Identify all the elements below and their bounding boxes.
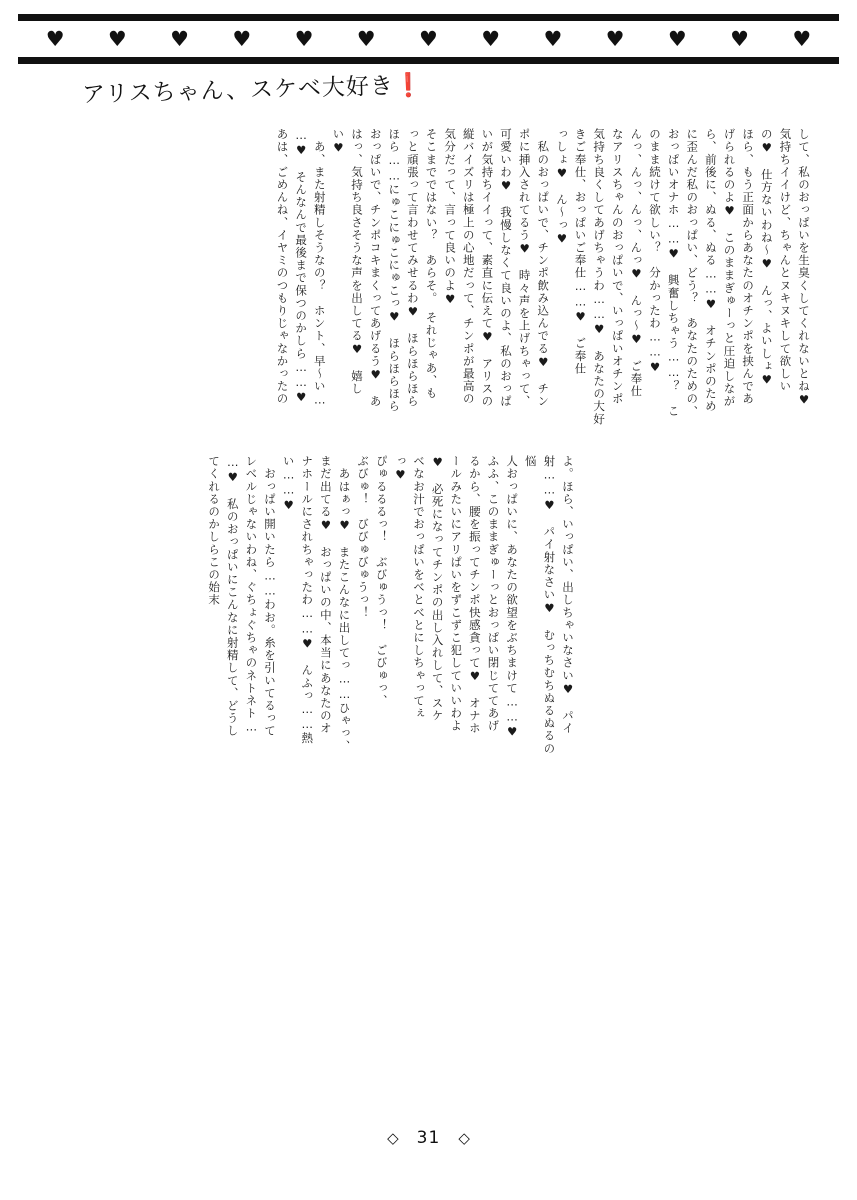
band-rule-top (18, 14, 839, 21)
body-text-line: きご奉仕、おっぱいご奉仕……♥ ご奉仕 (573, 128, 588, 375)
body-text-line: まだ出てる♥ おっぱいの中、本当にあなたのオ (318, 455, 333, 735)
body-text-line: …♥ そんなんで最後まで保つのかしら……♥ (294, 128, 309, 406)
body-text-line: ぴゅるるるっ！ ぶびゅうっ！ ごびゅっ、 (374, 455, 389, 707)
body-text-line: 気持ち良くしてあげちゃうわ……♥ あなたの大好 (592, 128, 607, 426)
body-text-line: い……♥ (281, 455, 296, 513)
body-text-line: なアリスちゃんのおっぱいで、いっぱいオチンポ (610, 128, 625, 406)
body-text-line: ほら、もう正面からあなたのオチンポを挟んであ (741, 128, 756, 406)
heart-icon: ♥ (356, 26, 376, 51)
page-number: 31 (416, 1128, 441, 1148)
top-decorative-band (18, 14, 839, 64)
body-text-line: いが気持ちイイって、素直に伝えて♥ アリスの (480, 128, 495, 408)
body-text-line: レベルじゃないわね、ぐちょぐちゃのネトネト… (244, 455, 259, 735)
body-text-line: よ。ほら、いっぱい、出しちゃいなさい♥ パイ (561, 455, 575, 735)
body-text-line: んっ、んっ、んっ、んっ♥ んっ〜♥ ご奉仕 (629, 128, 644, 398)
body-text-line: ふふ、このままぎゅーっとおっぱい閉じててあげ (486, 455, 501, 733)
heart-icon: ♥ (45, 26, 65, 51)
body-text-line: 可愛いわ♥ 我慢しなくて良いのよ、私のおっぱ (499, 128, 513, 408)
band-rule-bottom (18, 57, 839, 64)
body-text-line: ナホールにされちゃったわ……♥ んふっ……熱 (300, 455, 315, 745)
body-text-line: 人おっぱいに、あなたの欲望をぶちまけて……♥ (505, 455, 520, 740)
body-text-line: そこまでではない？ あらそ。 それじゃあ、も (424, 128, 439, 400)
body-text-line: っと頑張って言わせてみせるわ♥ ほらほらほら (405, 128, 420, 408)
body-text-line: おっぱいで、チンポコキまくってあげるう♥ あ (368, 128, 383, 408)
heart-icon: ♥ (419, 26, 438, 51)
body-text-line: あはぁっ♥ またこんなに出してっ……ひゃっ、 (337, 455, 352, 753)
body-text-line: っ♥ (393, 455, 408, 483)
page-title: アリスちゃん、スケベ大好き❗ (81, 72, 424, 108)
body-text-line: ポに挿入されてるう♥ 時々声を上げちゃって、 (517, 128, 532, 408)
body-text-line: ールみたいにアリぱいをずこずこ犯していいわよ (449, 455, 464, 733)
body-text-line: い♥ (331, 128, 346, 156)
body-text-line: てくれるのかしらこの始末 (207, 455, 222, 607)
body-text-line: ベなお汁でおっぱいをべとべとにしちゃってぇ (412, 455, 426, 720)
body-text-line: ら、前後に、ぬる、ぬる……♥ オチンポのため (703, 128, 718, 413)
heart-icon: ♥ (107, 26, 127, 51)
body-text-line: 私のおっぱいで、チンポ飲み込んでる♥ チン (536, 128, 551, 408)
diamond-left-icon: ◇ (387, 1128, 399, 1147)
heart-icon: ♥ (481, 26, 501, 51)
heart-icon: ♥ (792, 26, 812, 51)
heart-icon: ♥ (294, 26, 314, 51)
body-text-line: ぶびゅ！ びびゅびゅうっ！ (356, 455, 371, 619)
body-text-line: げられるのよ♥ このままぎゅーっと圧迫しなが (722, 128, 737, 408)
body-text-line: して、私のおっぱいを生臭くしてくれないとね♥ (797, 128, 811, 408)
body-text-line: っしょ♥ ん〜っ♥ (554, 128, 569, 247)
body-text-line: …♥ 私のおっぱいにこんなに射精して、どうし (225, 455, 240, 738)
body-text-line: はっ、気持ち良さそうな声を出してる♥ 嬉し (350, 128, 364, 396)
body-text-line: 縦バイズリは極上の心地だって、チンポが最高の (461, 128, 476, 406)
heart-icon: ♥ (232, 26, 252, 51)
body-text-line: 気分だって、言って良いのよ♥ (443, 128, 458, 307)
body-text-column-second (205, 455, 578, 755)
body-text-line: 気持ちイイけど、ちゃんとヌキヌキして欲しい (778, 128, 793, 393)
body-text-line: 射……♥ パイ射なさい♥ むっちむちぬるぬるの悩 (523, 455, 557, 755)
heart-icon: ♥ (605, 26, 625, 51)
body-text-line: おっぱい開いたら……わお。糸を引いてるって (263, 455, 277, 738)
band-heart-row (18, 21, 839, 57)
body-text-line: に歪んだ私のおっぱい、どう？ あなたのための、 (685, 128, 700, 418)
body-text-column-main (273, 128, 813, 438)
body-text-line: のまま続けて欲しい？ 分かったわ……♥ (648, 128, 662, 375)
heart-icon: ♥ (667, 26, 687, 51)
heart-icon: ♥ (170, 26, 189, 51)
page-footer (0, 1128, 857, 1148)
heart-icon: ♥ (730, 26, 749, 51)
body-text-line: あ、また射精しそうなの？ ホント、早〜い… (312, 128, 327, 408)
body-text-line: あは、ごめんね、イヤミのつもりじゃなかったの (275, 128, 290, 406)
body-text-line: るから、腰を振ってチンポ快感貪って♥ オナホ (467, 455, 482, 735)
body-text-line: の♥ 仕方ないわね〜♥ んっ、よいしょ♥ (759, 128, 774, 388)
body-text-line: ♥ 必死になってチンポの出し入れして、スケ (430, 455, 445, 723)
body-text-line: おっぱいオナホ……♥ 興奮しちゃう……？ こ (666, 128, 681, 418)
body-text-line: ほら……にゅこにゅこにゅこっ♥ ほらほらほら (387, 128, 402, 413)
heart-icon: ♥ (543, 26, 563, 51)
diamond-right-icon: ◇ (458, 1128, 470, 1147)
